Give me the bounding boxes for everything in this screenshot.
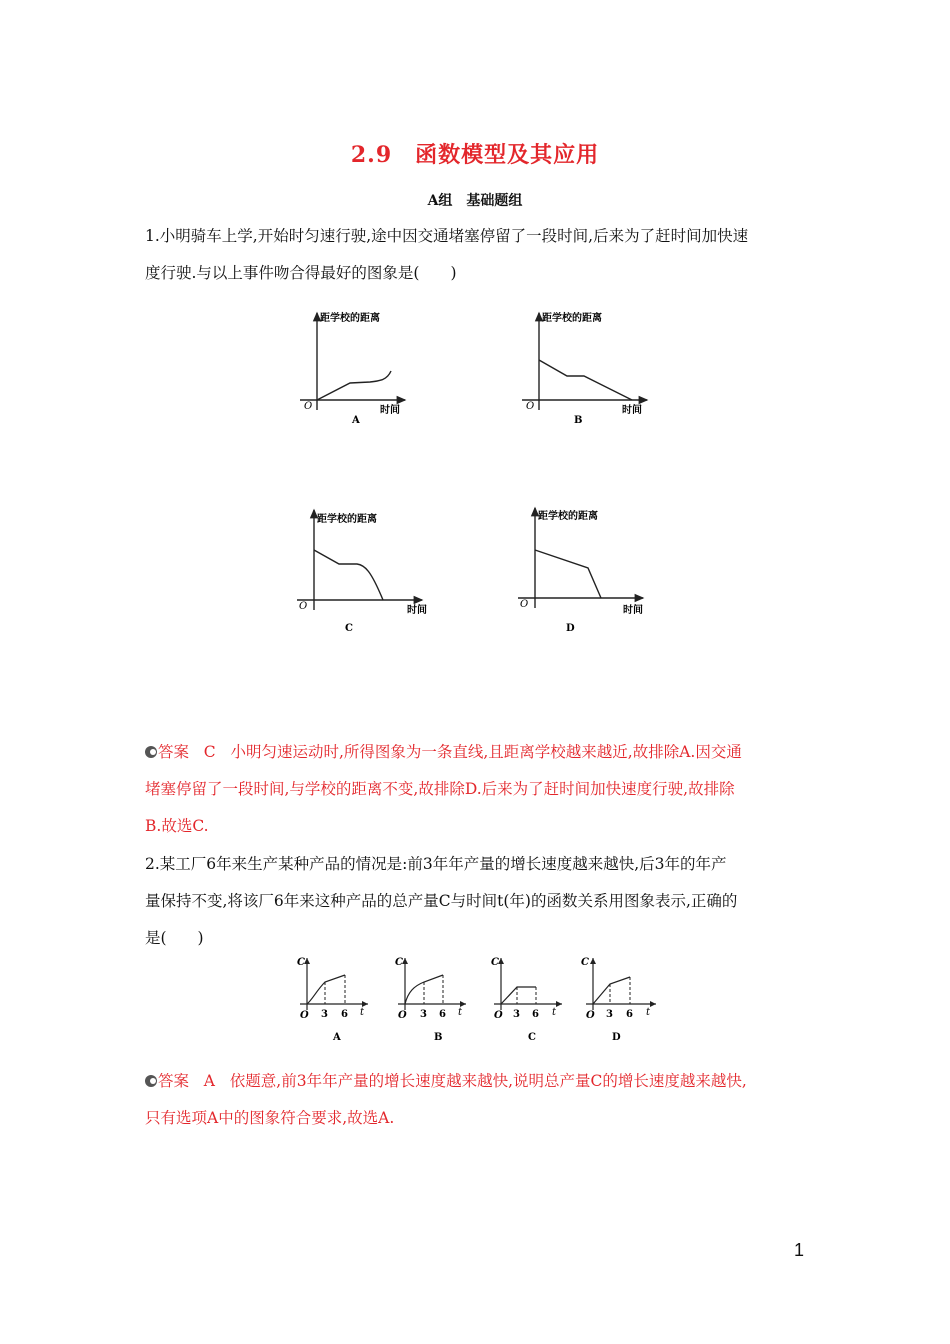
- answer-2: [145, 1063, 813, 1137]
- answer-text: 堵塞停留了一段时间,与学校的距离不变,故排除D.后来为了赶时间加快速度行驶,故排除: [145, 780, 735, 798]
- answer-text: 只有选项A中的图象符合要求,故选A.: [145, 1109, 395, 1127]
- option-label: C: [345, 623, 353, 634]
- origin-label: O: [586, 1010, 595, 1021]
- answer-text: 依题意,前3年年产量的增长速度越来越快,说明总产量C的增长速度越来越快,: [229, 1072, 747, 1090]
- answer-label: 答案: [158, 1072, 190, 1090]
- tick-3: 3: [420, 1009, 427, 1020]
- graph-b: [395, 957, 466, 1043]
- graph-c: [297, 510, 427, 634]
- origin-label: O: [526, 401, 535, 412]
- answer-text: B.故选C.: [145, 817, 209, 835]
- graph-a: [300, 311, 405, 426]
- question-2-graphs: [290, 952, 670, 1047]
- option-label: D: [566, 623, 575, 634]
- tick-6: 6: [626, 1009, 633, 1020]
- y-axis-label: 距学校的距离: [320, 313, 380, 324]
- question-1-line: 度行驶.与以上事件吻合得最好的图象是( ): [145, 264, 457, 282]
- graph-c: [491, 957, 562, 1043]
- y-axis-label: C: [491, 957, 499, 968]
- origin-label: O: [304, 401, 313, 412]
- origin-label: O: [299, 601, 308, 612]
- x-axis-label: t: [646, 1007, 651, 1018]
- question-1-line: 1.小明骑车上学,开始时匀速行驶,途中因交通堵塞停留了一段时间,后来为了赶时间加快速: [145, 227, 749, 245]
- answer-text: 小明匀速运动时,所得图象为一条直线,且距离学校越来越近,故排除A.因交通: [230, 743, 742, 761]
- option-label: B: [434, 1032, 443, 1043]
- graph-d: [518, 508, 643, 634]
- answer-choice: A: [203, 1072, 215, 1090]
- origin-label: O: [300, 1010, 309, 1021]
- x-axis-label: 时间: [623, 605, 643, 616]
- option-label: B: [574, 415, 583, 426]
- y-axis-label: 距学校的距离: [317, 514, 377, 525]
- x-axis-label: 时间: [407, 605, 427, 616]
- y-axis-label: C: [395, 957, 403, 968]
- answer-label: 答案: [158, 743, 190, 761]
- question-2-line: 是( ): [145, 929, 204, 947]
- y-axis-label: 距学校的距离: [542, 313, 602, 324]
- answer-icon: [145, 746, 157, 758]
- graph-d: [581, 957, 656, 1043]
- x-axis-label: t: [458, 1007, 463, 1018]
- page-title: 2.9 函数模型及其应用: [350, 142, 600, 168]
- answer-1: [145, 734, 813, 845]
- option-label: C: [528, 1032, 536, 1043]
- option-label: A: [352, 415, 360, 426]
- tick-3: 3: [606, 1009, 613, 1020]
- origin-label: O: [520, 599, 529, 610]
- tick-3: 3: [321, 1009, 328, 1020]
- page-number: 1: [793, 1240, 804, 1260]
- answer-icon: [145, 1075, 157, 1087]
- x-axis-label: t: [552, 1007, 557, 1018]
- tick-3: 3: [513, 1009, 520, 1020]
- question-1: [145, 218, 813, 292]
- x-axis-label: 时间: [380, 405, 400, 416]
- y-axis-label: C: [297, 957, 305, 968]
- option-label: A: [333, 1032, 341, 1043]
- y-axis-label: C: [581, 957, 589, 968]
- question-2-line: 2.某工厂6年来生产某种产品的情况是:前3年年产量的增长速度越来越快,后3年的年产: [145, 855, 727, 873]
- question-1-graphs: [290, 305, 670, 645]
- graph-b: [522, 311, 647, 426]
- tick-6: 6: [532, 1009, 539, 1020]
- y-axis-label: 距学校的距离: [538, 511, 598, 522]
- question-2: [145, 846, 813, 957]
- tick-6: 6: [341, 1009, 348, 1020]
- x-axis-label: 时间: [622, 405, 642, 416]
- option-label: D: [612, 1032, 621, 1043]
- graph-a: [297, 957, 368, 1043]
- tick-6: 6: [439, 1009, 446, 1020]
- origin-label: O: [398, 1010, 407, 1021]
- x-axis-label: t: [360, 1007, 365, 1018]
- question-2-line: 量保持不变,将该厂6年来这种产品的总产量C与时间t(年)的函数关系用图象表示,正确的: [145, 892, 738, 910]
- origin-label: O: [494, 1010, 503, 1021]
- answer-choice: C: [203, 743, 216, 761]
- group-heading: A组 基础题组: [427, 193, 523, 209]
